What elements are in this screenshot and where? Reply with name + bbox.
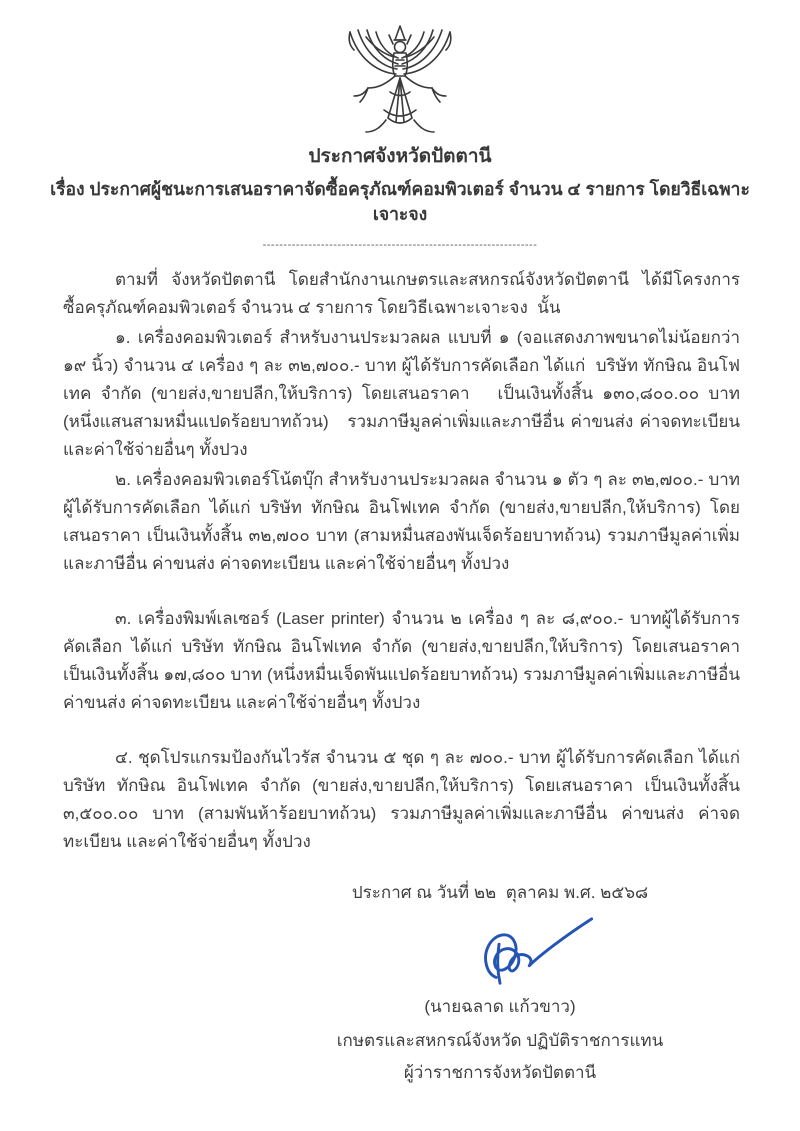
signature-ink — [465, 915, 615, 993]
signer-position: เกษตรและสหกรณ์จังหวัด ปฏิบัติราชการแทน — [336, 1031, 664, 1050]
garuda-emblem-icon — [340, 24, 460, 140]
signature-block — [240, 915, 760, 1087]
announcement-date-line: ประกาศ ณ วันที่ ๒๒ ตุลาคม พ.ศ. ๒๕๖๘ — [351, 883, 649, 902]
item-3-paragraph: ๓. เครื่องพิมพ์เลเซอร์ (Laser printer) จำนวน ๒ เครื่อง ๆ ละ ๘,๙๐๐.- บาทผู้ได้รับการคัดเลือก ได้แก่ บริษัท ทักษิณ อินโฟเทค จำกัด (ขายส่ง,ขายปลีก,ให้บริการ) โดยเสนอราคา เป็นเงินทั้งสิ้น ๑๗,๘๐๐ บาท (หนึ่งหมื่นเจ็ดพันแปดร้อยบาทถ้วน) รวมภาษีมูลค่าเพิ่มและภาษีอื่น ค่าขนส่ง ค่าจดทะเบียน และค่าใช้จ่ายอื่นๆ ทั้งปวง — [63, 609, 745, 712]
signature-ink-container — [280, 915, 800, 993]
item-1-paragraph: ๑. เครื่องคอมพิวเตอร์ สำหรับงานประมวลผล แบบที่ ๑ (จอแสดงภาพขนาดไม่น้อยกว่า ๑๙ นิ้ว) จำนวน ๔ เครื่อง ๆ ละ ๓๒,๗๐๐.- บาท ผู้ได้รับการคัดเลือก ได้แก่ บริษัท ทักษิณ อินโฟเทค จำกัด (ขายส่ง,ขายปลีก,ให้บริการ) โดยเสนอราคา เป็นเงินทั้งสิ้น ๑๓๐,๘๐๐.๐๐ บาท (หนึ่งแสนสามหมื่นแปดร้อยบาทถ้วน) รวมภาษีมูลค่าเพิ่มและภาษีอื่น ค่าขนส่ง ค่าจดทะเบียน และค่าใช้จ่ายอื่นๆ ทั้งปวง — [63, 328, 745, 459]
signature-stroke-main — [486, 919, 592, 978]
intro-paragraph: ตามที่ จังหวัดปัตตานี โดยสำนักงานเกษตรและสหกรณ์จังหวัดปัตตานี ได้มีโครงการ ซื้อครุภัณฑ์คอมพิวเตอร์ จำนวน ๔ รายการ โดยวิธีเฉพาะเจาะจง นั้น — [63, 270, 745, 317]
document-body — [0, 266, 800, 856]
announcement-title: ประกาศจังหวัดปัตตานี — [308, 146, 492, 167]
governor-title: ผู้ว่าราชการจังหวัดปัตตานี — [403, 1063, 597, 1082]
divider-dashes: ------------------------------------------------------------------ — [262, 239, 538, 251]
emblem-container — [0, 0, 800, 140]
signature-stroke-descender — [498, 944, 500, 983]
subject-line: เรื่อง ประกาศผู้ชนะการเสนอราคาจัดซื้อครุภัณฑ์คอมพิวเตอร์ จำนวน ๔ รายการ โดยวิธีเฉพาะเจาะจง — [50, 179, 750, 224]
item-2-paragraph: ๒. เครื่องคอมพิวเตอร์โน้ตบุ๊ก สำหรับงานประมวลผล จำนวน ๑ ตัว ๆ ละ ๓๒,๗๐๐.- บาทผู้ได้รับการคัดเลือก ได้แก่ บริษัท ทักษิณ อินโฟเทค จำกัด (ขายส่ง,ขายปลีก,ให้บริการ) โดยเสนอราคา เป็นเงินทั้งสิ้น ๓๒,๗๐๐ บาท (สามหมื่นสองพันเจ็ดร้อยบาทถ้วน) รวมภาษีมูลค่าเพิ่มและภาษีอื่น ค่าขนส่ง ค่าจดทะเบียน และค่าใช้จ่ายอื่นๆ ทั้งปวง — [63, 470, 740, 573]
item-4-paragraph: ๔. ชุดโปรแกรมป้องกันไวรัส จำนวน ๕ ชุด ๆ ละ ๗๐๐.- บาท ผู้ได้รับการคัดเลือก ได้แก่ บริษัท ทักษิณ อินโฟเทค จำกัด (ขายส่ง,ขายปลีก,ให้บริการ) โดยเสนอราคา เป็นเงินทั้งสิ้น ๓,๕๐๐.๐๐ บาท (สามพันห้าร้อยบาทถ้วน) รวมภาษีมูลค่าเพิ่มและภาษีอื่น ค่าขนส่ง ค่าจดทะเบียน และค่าใช้จ่ายอื่นๆ ทั้งปวง — [63, 748, 745, 851]
signer-name: (นายฉลาด แก้วขาว) — [424, 997, 576, 1016]
